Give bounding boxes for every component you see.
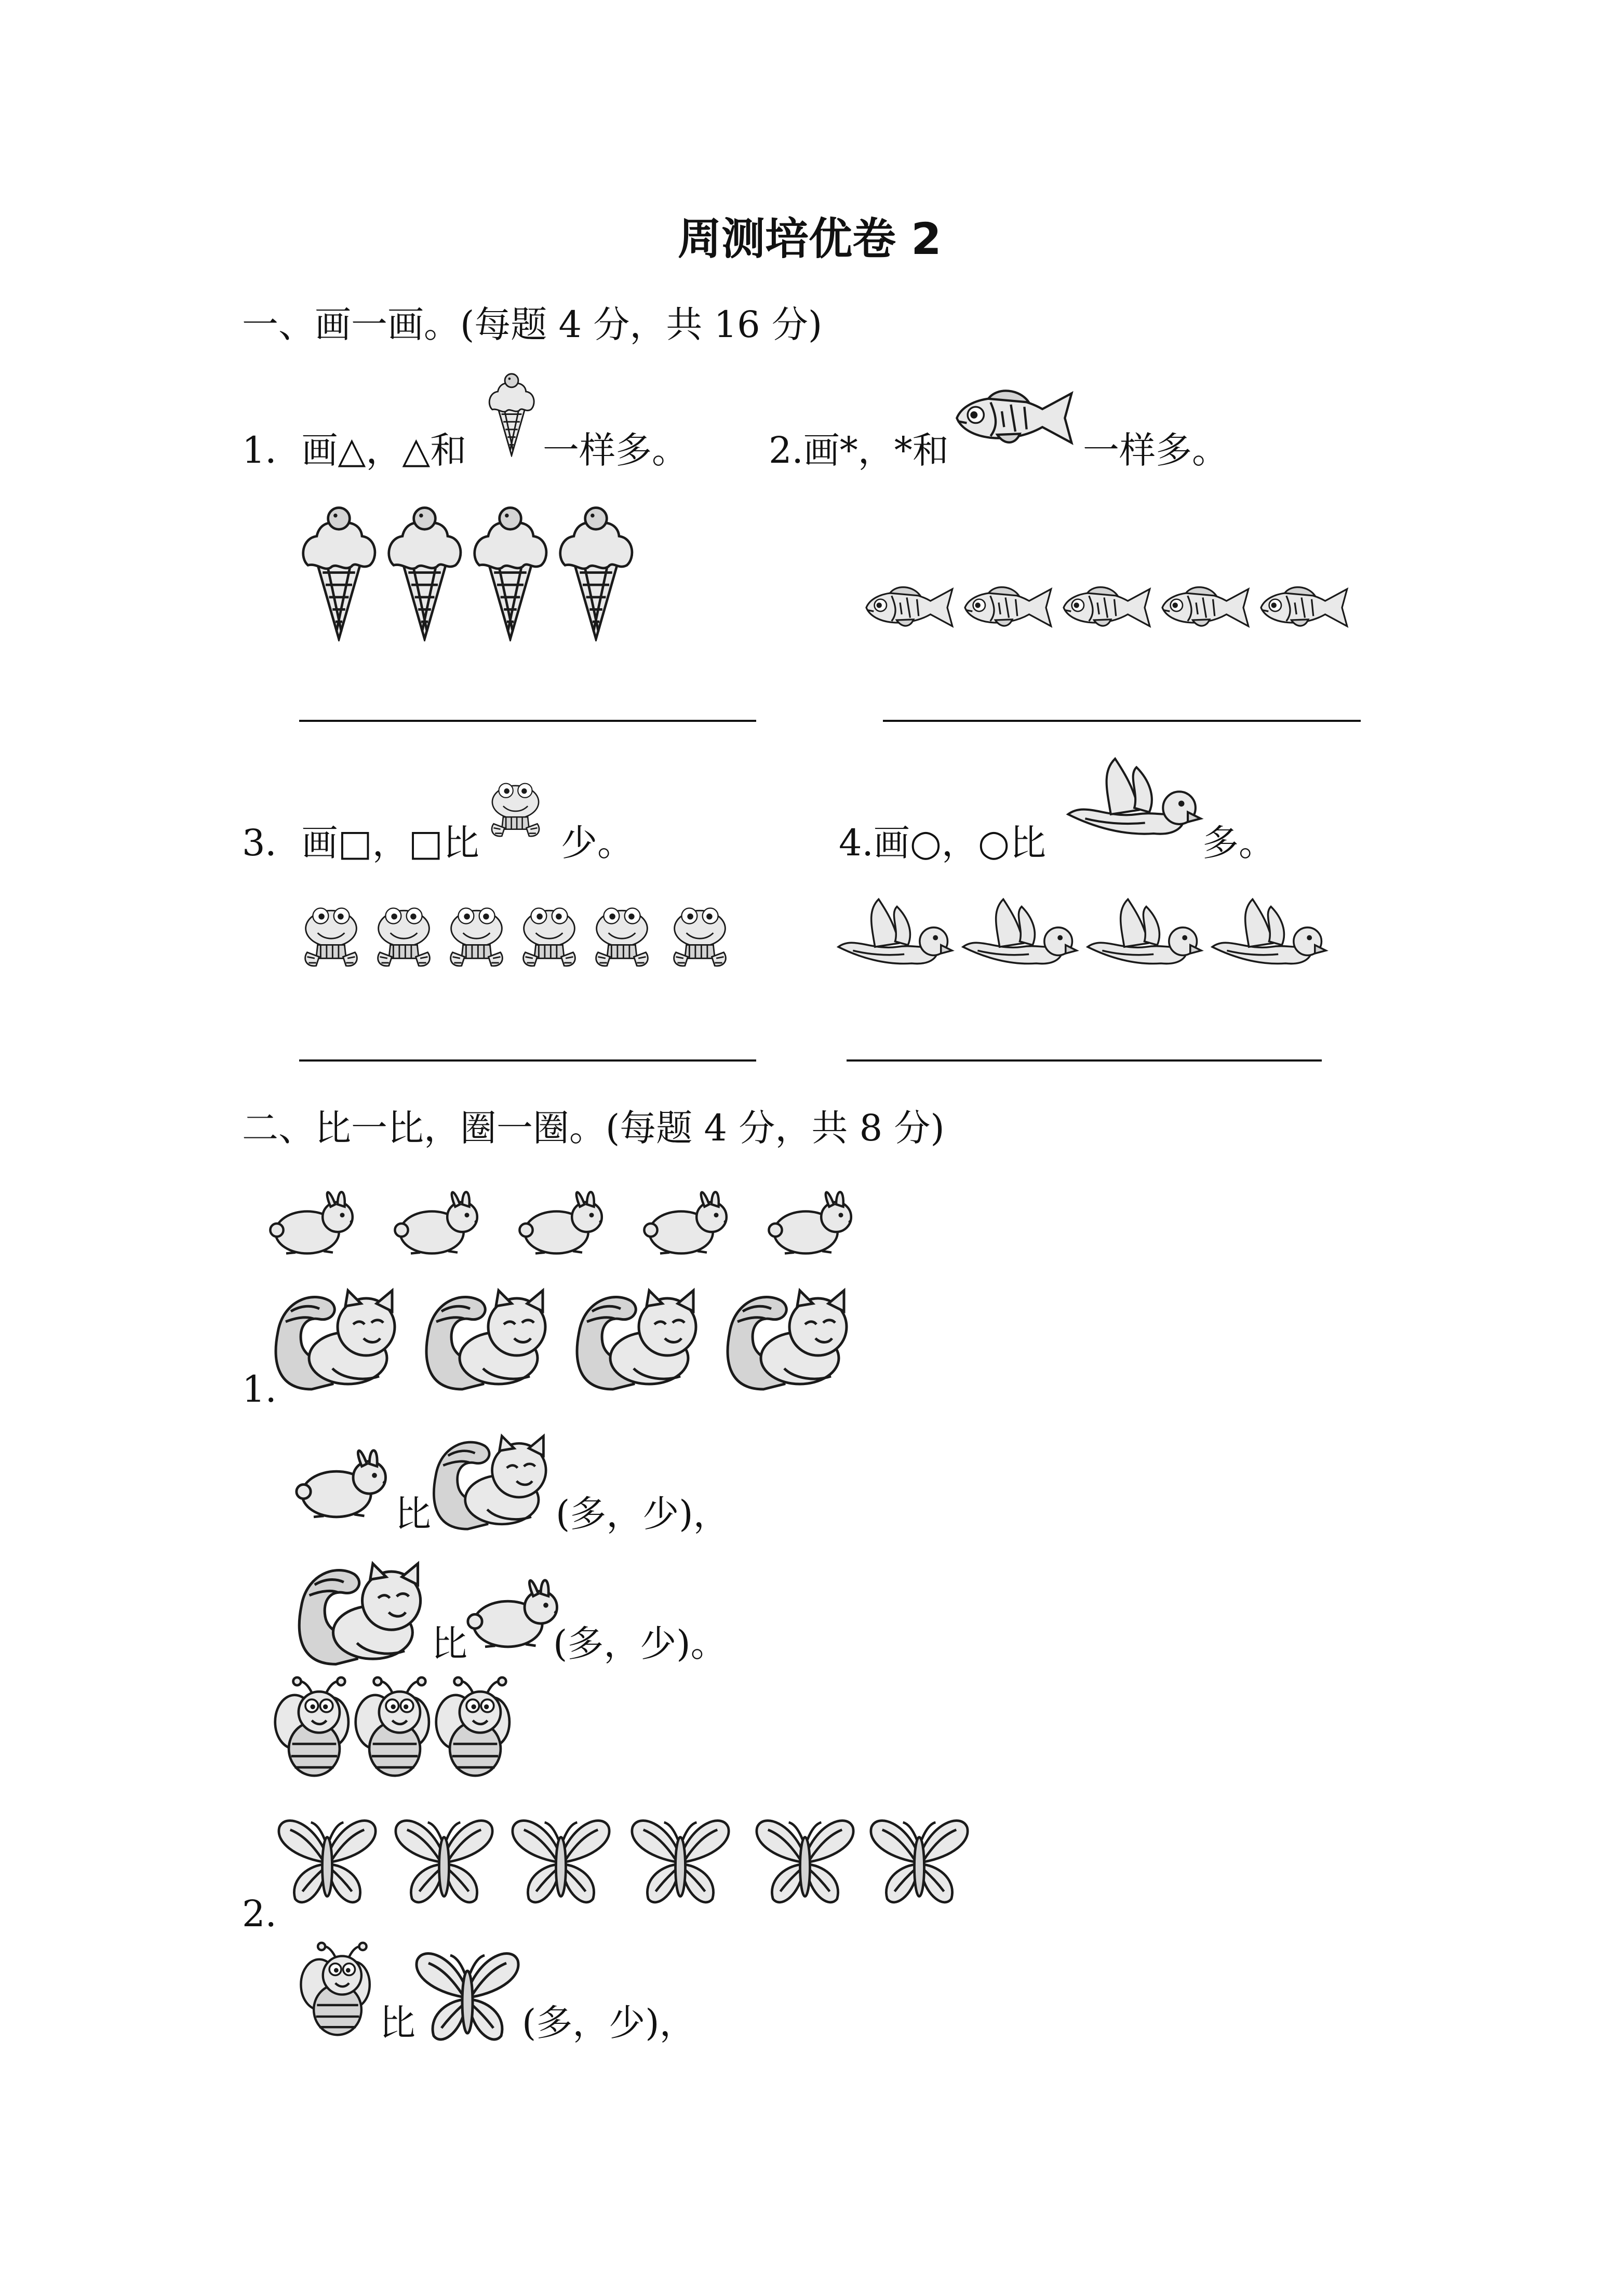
section2-heading: 二、比一比，圈一圈。(每题 4 分，共 8 分) <box>242 1107 945 1149</box>
butterfly-row <box>275 1812 976 1927</box>
ice-cream-icon <box>486 371 538 457</box>
rabbit-icon <box>641 1184 735 1262</box>
rabbit-icon <box>517 1184 610 1262</box>
rabbit-icon <box>465 1571 566 1657</box>
bird-icon <box>831 883 956 982</box>
rabbit-icon <box>293 1441 395 1527</box>
fish-icon <box>958 582 1059 634</box>
q2-answer-line[interactable] <box>883 720 1361 722</box>
q2-prefix: 2.画*，*和 <box>769 429 949 472</box>
q4-answer-line[interactable] <box>847 1059 1322 1062</box>
q2-fish-row <box>860 582 1358 644</box>
butterfly-icon <box>509 1812 613 1911</box>
butterfly-icon <box>275 1812 379 1911</box>
butterfly-icon <box>867 1812 971 1911</box>
section1-heading: 一、画一画。(每题 4 分，共 16 分) <box>242 303 823 346</box>
s2-q2-number: 2. <box>242 1892 277 1935</box>
q4-bird-row <box>831 883 1330 987</box>
squirrel-icon <box>421 1278 556 1397</box>
q4-prefix: 4.画○，○比 <box>839 822 1046 864</box>
q1-ice-cream-row <box>296 504 639 644</box>
q2-suffix: 一样多。 <box>1083 429 1228 472</box>
s2-q1-bi-2: 比 <box>431 1622 467 1665</box>
frog-icon <box>592 904 652 971</box>
bird-icon <box>956 883 1080 982</box>
rabbit-icon <box>766 1184 860 1262</box>
frog-icon <box>301 904 361 971</box>
squirrel-icon <box>270 1278 405 1397</box>
q3-prefix: 3．画□，□比 <box>242 822 479 864</box>
fish-icon <box>1057 582 1158 634</box>
s2-q2-choice-1[interactable]: (多，少)， <box>522 2002 696 2044</box>
s2-q1-number: 1. <box>242 1368 277 1411</box>
ice-cream-icon <box>382 504 467 641</box>
frog-icon <box>374 904 434 971</box>
q1-prefix: 1．画△，△和 <box>242 429 467 472</box>
q3-frog-row <box>301 904 743 976</box>
bee-icon <box>299 1940 377 2038</box>
squirrel-row <box>270 1278 867 1413</box>
s2-q1-choice-2[interactable]: (多，少)。 <box>553 1622 727 1665</box>
butterfly-icon <box>753 1812 857 1911</box>
fish-icon <box>860 582 961 634</box>
frog-icon <box>447 904 506 971</box>
fish-icon <box>945 384 1085 452</box>
ice-cream-icon <box>296 504 382 641</box>
s2-q2-bi-1: 比 <box>379 2002 415 2044</box>
fish-icon <box>1254 582 1356 634</box>
rabbit-icon <box>392 1184 486 1262</box>
squirrel-icon <box>428 1423 556 1537</box>
rabbit-icon <box>267 1184 361 1262</box>
bird-icon <box>1059 748 1205 847</box>
ice-cream-icon <box>467 504 553 641</box>
s2-q1-bi-1: 比 <box>395 1493 431 1535</box>
bee-icon <box>434 1675 517 1779</box>
frog-icon <box>488 776 543 844</box>
bee-icon <box>273 1675 356 1779</box>
frog-icon <box>670 904 730 971</box>
bee-icon <box>353 1675 436 1779</box>
squirrel-icon <box>571 1278 706 1397</box>
q4-suffix: 多。 <box>1202 822 1275 864</box>
q3-answer-line[interactable] <box>299 1059 756 1062</box>
page-title: 周测培优卷 2 <box>678 213 942 264</box>
frog-icon <box>519 904 579 971</box>
bird-icon <box>1080 883 1205 982</box>
q1-answer-line[interactable] <box>299 720 756 722</box>
rabbit-row <box>267 1184 865 1278</box>
butterfly-icon <box>628 1812 732 1911</box>
butterfly-icon <box>392 1812 496 1911</box>
butterfly-icon <box>413 1945 522 2049</box>
fish-icon <box>1156 582 1257 634</box>
q1-suffix: 一样多。 <box>543 429 688 472</box>
bee-row <box>273 1675 532 1789</box>
s2-q1-choice-1[interactable]: (多，少)， <box>556 1493 730 1535</box>
q3-suffix: 少。 <box>561 822 634 864</box>
ice-cream-icon <box>553 504 639 641</box>
squirrel-icon <box>293 1553 431 1670</box>
bird-icon <box>1205 883 1330 982</box>
squirrel-icon <box>722 1278 857 1397</box>
